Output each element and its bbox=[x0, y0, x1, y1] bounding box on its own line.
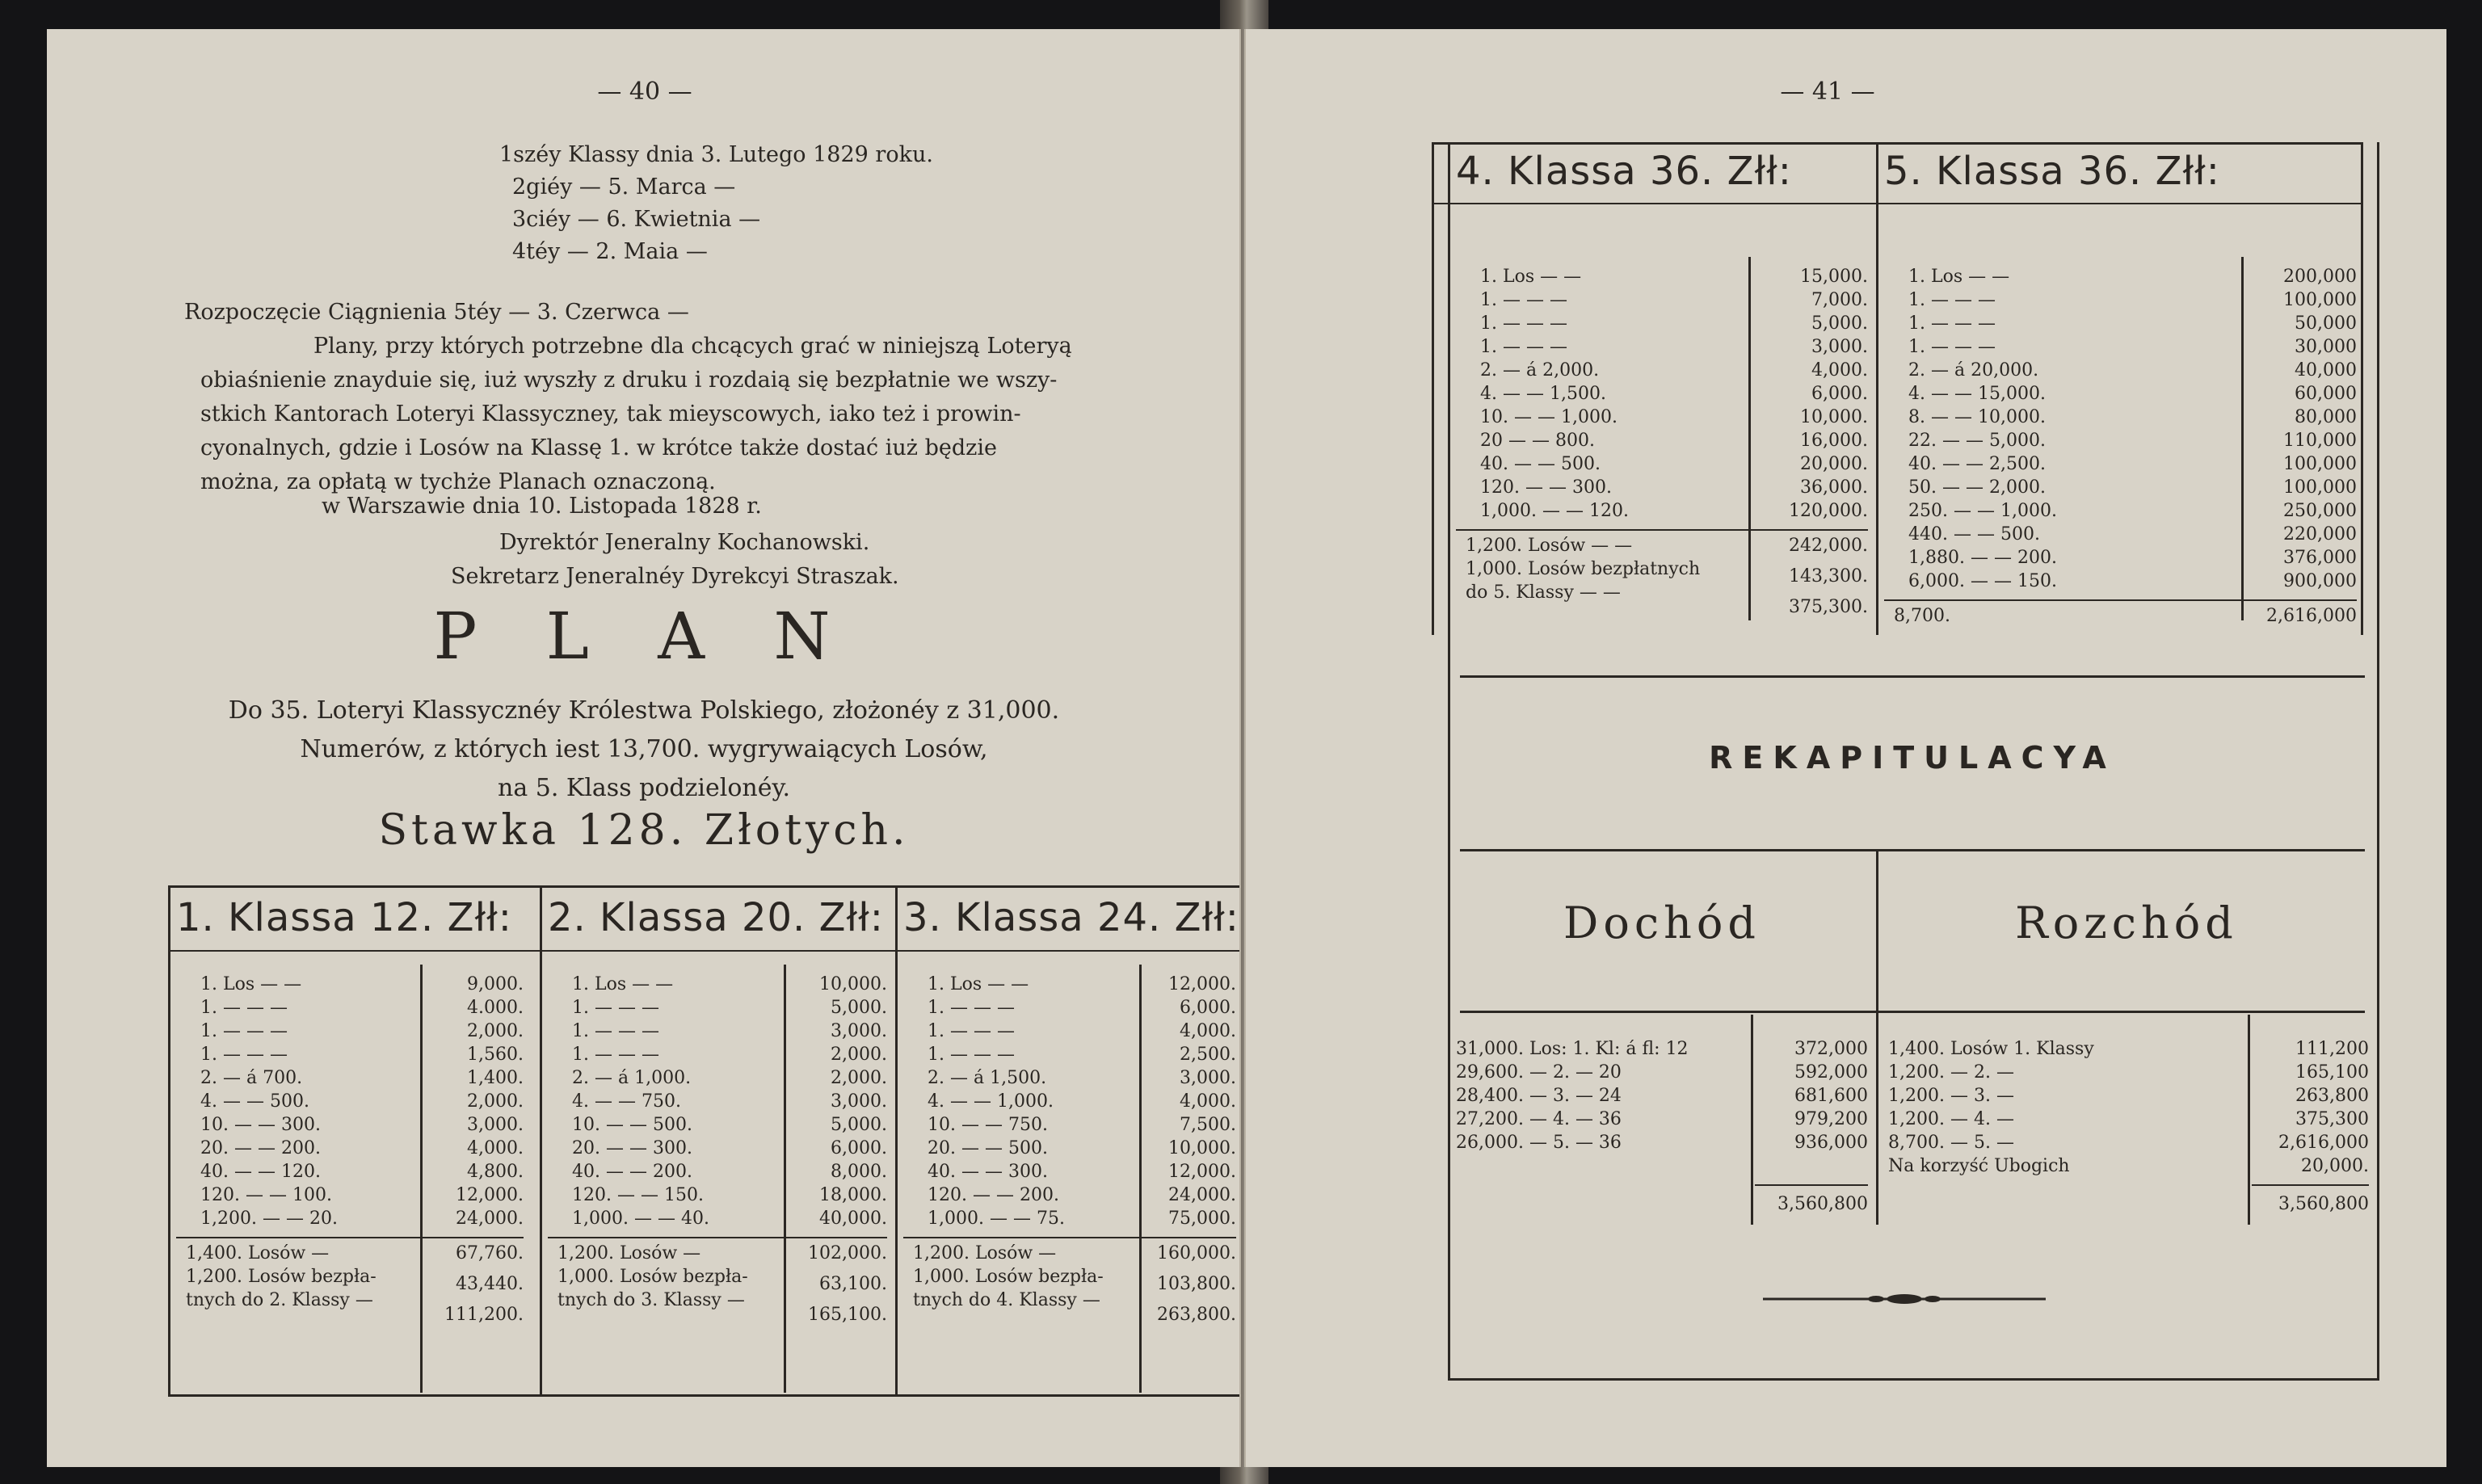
summary-amount: 111,200. bbox=[444, 1305, 524, 1325]
prize-line: 120. — — 300. bbox=[1480, 477, 1612, 498]
summary-amounts bbox=[1755, 534, 1868, 626]
plan-desc-line: Do 35. Loteryi Klassycznéy Królestwa Polskiego, złożonéy z 31,000. bbox=[228, 696, 1060, 725]
prize-line: 120. — — 100. bbox=[200, 1185, 332, 1205]
summary-rule bbox=[903, 1237, 1236, 1238]
amount-value: 4,000. bbox=[1811, 360, 1868, 380]
amount-value: 50,000 bbox=[2295, 313, 2357, 334]
prize-line: 2. — á 700. bbox=[200, 1068, 303, 1088]
amount-value: 36,000. bbox=[1800, 477, 1868, 498]
amount-value: 200,000 bbox=[2283, 267, 2357, 287]
amount-value: 4,000. bbox=[467, 1138, 524, 1158]
summary-rule bbox=[1456, 529, 1868, 531]
amount-value: 6,000. bbox=[1180, 998, 1236, 1018]
amount-list bbox=[790, 973, 887, 1230]
amount-value: 220,000 bbox=[2283, 524, 2357, 544]
prize-line: 1. Los — — bbox=[1480, 267, 1582, 287]
summary-rule bbox=[176, 1237, 524, 1238]
amount-value: 6,000. bbox=[831, 1138, 887, 1158]
recap-line: 681,600 bbox=[1794, 1086, 1868, 1106]
recap-line: 936,000 bbox=[1794, 1133, 1868, 1153]
paragraph-line: obiaśnienie znayduie się, iuż wyszły z druku i rozdaią się bezpłatnie we wszy- bbox=[200, 368, 1058, 393]
page-number: — 40 — bbox=[597, 78, 692, 106]
ornament bbox=[1763, 1292, 2046, 1300]
amount-value: 60,000 bbox=[2295, 384, 2357, 404]
amount-value: 3,000. bbox=[467, 1115, 524, 1135]
summary-line: 1,000. Losów bezpła- bbox=[557, 1267, 748, 1287]
amount-value: 80,000 bbox=[2295, 407, 2357, 427]
summary-line: 8,700. bbox=[1894, 606, 1950, 626]
amount-value: 40,000 bbox=[2295, 360, 2357, 380]
class-header: 2. Klassa 20. Złł: bbox=[548, 895, 884, 940]
table-col-rule bbox=[540, 885, 542, 1397]
outer-bottom-rule bbox=[1448, 1378, 2379, 1381]
prize-line: 1. — — — bbox=[572, 998, 659, 1018]
plan-description bbox=[47, 692, 1241, 808]
amount-value: 7,000. bbox=[1811, 290, 1868, 310]
prize-line: 2. — á 1,500. bbox=[928, 1068, 1047, 1088]
amount-value: 1,400. bbox=[467, 1068, 524, 1088]
amount-value: 4,000. bbox=[1180, 1091, 1236, 1112]
amount-list bbox=[2248, 265, 2357, 593]
prize-line: 1. — — — bbox=[1480, 337, 1567, 357]
amount-list bbox=[427, 973, 524, 1230]
right-page bbox=[1244, 29, 2446, 1467]
prize-line: 2. — á 20,000. bbox=[1908, 360, 2039, 380]
prize-line: 1. — — — bbox=[200, 1045, 288, 1065]
summary-lines bbox=[557, 1242, 748, 1312]
secretary-signature: Sekretarz Jeneralnéy Dyrekcyi Straszak. bbox=[451, 564, 899, 589]
amount-value: 3,000. bbox=[1811, 337, 1868, 357]
prize-line: 1. — — — bbox=[200, 1021, 288, 1041]
recap-line: 26,000. — 5. — 36 bbox=[1456, 1133, 1622, 1153]
schedule-line: Rozpoczęcie Ciągnienia 5téy — 3. Czerwca — bbox=[184, 300, 689, 325]
amount-column-rule bbox=[2241, 257, 2244, 620]
prize-line: 120. — — 200. bbox=[928, 1185, 1059, 1205]
recap-line: 1,200. — 4. — bbox=[1888, 1109, 2014, 1129]
amount-value: 5,000. bbox=[831, 1115, 887, 1135]
recap-line: 31,000. Los: 1. Kl: á fl: 12 bbox=[1456, 1039, 1689, 1059]
expense-amount-rule bbox=[2248, 1015, 2250, 1225]
amount-value: 8,000. bbox=[831, 1162, 887, 1182]
prize-line: 20 — — 800. bbox=[1480, 431, 1595, 451]
prize-line: 8. — — 10,000. bbox=[1908, 407, 2046, 427]
summary-line: tnych do 4. Klassy — bbox=[913, 1290, 1100, 1310]
amount-list bbox=[1755, 265, 1868, 523]
schedule-line: 4téy — 2. Maia — bbox=[512, 239, 708, 264]
prize-line: 2. — á 2,000. bbox=[1480, 360, 1600, 380]
prize-line: 1. — — — bbox=[572, 1021, 659, 1041]
summary-amount: 375,300. bbox=[1789, 597, 1868, 617]
prize-list bbox=[1908, 265, 2057, 593]
prize-list bbox=[200, 973, 338, 1230]
amount-column-rule bbox=[1139, 965, 1142, 1393]
summary-line: 1,000. Losów bezpłatnych bbox=[1466, 559, 1701, 579]
income-title: Dochód bbox=[1563, 898, 1761, 948]
amount-value: 250,000 bbox=[2283, 501, 2357, 521]
class-header: 5. Klassa 36. Złł: bbox=[1884, 149, 2220, 194]
plan-desc-line: Numerów, z których iest 13,700. wygrywaiących Losów, bbox=[300, 735, 988, 763]
expense-title: Rozchód bbox=[2015, 898, 2238, 948]
draw-schedule bbox=[499, 139, 933, 268]
prize-line: 40. — — 2,500. bbox=[1908, 454, 2046, 474]
prize-line: 1. Los — — bbox=[572, 974, 674, 994]
amount-value: 120,000. bbox=[1789, 501, 1868, 521]
amount-value: 2,000. bbox=[831, 1045, 887, 1065]
prize-line: 22. — — 5,000. bbox=[1908, 431, 2046, 451]
amount-column-rule bbox=[1748, 257, 1751, 620]
summary-amount: 160,000. bbox=[1157, 1243, 1236, 1263]
amount-value: 75,000. bbox=[1168, 1209, 1236, 1229]
prize-line: 440. — — 500. bbox=[1908, 524, 2040, 544]
amount-value: 10,000. bbox=[1168, 1138, 1236, 1158]
prize-line: 1. Los — — bbox=[1908, 267, 2010, 287]
recap-line: 28,400. — 3. — 24 bbox=[1456, 1086, 1622, 1106]
summary-amount: 103,800. bbox=[1157, 1274, 1236, 1294]
amount-value: 10,000. bbox=[819, 974, 887, 994]
recap-line: 27,200. — 4. — 36 bbox=[1456, 1109, 1622, 1129]
amount-value: 18,000. bbox=[819, 1185, 887, 1205]
prize-line: 40. — — 120. bbox=[200, 1162, 321, 1182]
summary-line: 1,200. Losów — bbox=[913, 1243, 1057, 1263]
page-number: — 41 — bbox=[1780, 78, 1875, 106]
prize-line: 1,000. — — 120. bbox=[1480, 501, 1629, 521]
amount-value: 5,000. bbox=[1811, 313, 1868, 334]
summary-rule bbox=[548, 1237, 887, 1238]
amount-column-rule bbox=[420, 965, 423, 1393]
recap-line: 372,000 bbox=[1794, 1039, 1868, 1059]
prize-line: 40. — — 300. bbox=[928, 1162, 1048, 1182]
amount-value: 7,500. bbox=[1180, 1115, 1236, 1135]
recap-line: 1,200. — 3. — bbox=[1888, 1086, 2014, 1106]
summary-lines bbox=[1466, 534, 1700, 604]
amount-value: 4.000. bbox=[467, 998, 524, 1018]
summary-line: 1,200. Losów — bbox=[557, 1243, 701, 1263]
stake-line: Stawka 128. Złotych. bbox=[378, 806, 910, 855]
ornament-rule bbox=[1763, 1294, 2046, 1304]
table-col-rule bbox=[895, 885, 898, 1397]
summary-line: do 5. Klassy — — bbox=[1466, 582, 1621, 603]
summary-amounts bbox=[790, 1242, 887, 1334]
table-header-rule bbox=[1432, 203, 2361, 204]
income-total: 3,560,800 bbox=[1777, 1194, 1868, 1214]
prize-line: 20. — — 300. bbox=[572, 1138, 692, 1158]
table-left-rule bbox=[1432, 142, 1434, 635]
recap-line: 1,200. — 2. — bbox=[1888, 1062, 2014, 1083]
recap-line: 20,000. bbox=[2301, 1156, 2369, 1176]
recap-line: Na korzyść Ubogich bbox=[1888, 1156, 2070, 1176]
amount-value: 4,800. bbox=[467, 1162, 524, 1182]
schedule-line: 3ciéy — 6. Kwietnia — bbox=[512, 207, 761, 232]
director-signature: Dyrektór Jeneralny Kochanowski. bbox=[499, 530, 870, 555]
summary-rule bbox=[1884, 599, 2357, 601]
amount-value: 900,000 bbox=[2283, 571, 2357, 591]
prize-line: 4. — — 15,000. bbox=[1908, 384, 2046, 404]
prize-line: 2. — á 1,000. bbox=[572, 1068, 692, 1088]
summary-amount: 63,100. bbox=[819, 1274, 887, 1294]
prize-line: 4. — — 500. bbox=[200, 1091, 309, 1112]
amount-value: 2,000. bbox=[467, 1091, 524, 1112]
summary-line: tnych do 2. Klassy — bbox=[186, 1290, 373, 1310]
amount-value: 100,000 bbox=[2283, 290, 2357, 310]
amount-value: 2,000. bbox=[831, 1068, 887, 1088]
summary-line: 1,200. Losów — — bbox=[1466, 536, 1633, 556]
prize-list bbox=[572, 973, 709, 1230]
summary-line: 1,000. Losów bezpła- bbox=[913, 1267, 1104, 1287]
table-top-rule bbox=[1432, 142, 2361, 145]
summary-line: 1,400. Losów — bbox=[186, 1243, 330, 1263]
prize-line: 1. — — — bbox=[200, 998, 288, 1018]
expense-sum-rule bbox=[2252, 1184, 2369, 1186]
prize-line: 1. — — — bbox=[1908, 313, 1996, 334]
prize-line: 1. — — — bbox=[928, 1021, 1015, 1041]
amount-value: 24,000. bbox=[456, 1209, 524, 1229]
amount-value: 110,000 bbox=[2283, 431, 2357, 451]
date-line: w Warszawie dnia 10. Listopada 1828 r. bbox=[322, 494, 762, 519]
summary-amount: 143,300. bbox=[1789, 566, 1868, 586]
summary-amount: 263,800. bbox=[1157, 1305, 1236, 1325]
prize-line: 120. — — 150. bbox=[572, 1185, 704, 1205]
plan-desc-line: na 5. Klass podzielonéy. bbox=[498, 774, 790, 802]
amount-column-rule bbox=[784, 965, 786, 1393]
class-header: 3. Klassa 24. Złł: bbox=[903, 895, 1239, 940]
summary-lines bbox=[186, 1242, 377, 1312]
expense-list bbox=[1888, 1037, 2094, 1178]
amount-value: 1,560. bbox=[467, 1045, 524, 1065]
amount-value: 12,000. bbox=[456, 1185, 524, 1205]
table-right-rule bbox=[2361, 142, 2363, 635]
prize-line: 250. — — 1,000. bbox=[1908, 501, 2057, 521]
amount-value: 2,500. bbox=[1180, 1045, 1236, 1065]
amount-value: 24,000. bbox=[1168, 1185, 1236, 1205]
summary-line: tnych do 3. Klassy — bbox=[557, 1290, 745, 1310]
prize-line: 4. — — 1,500. bbox=[1480, 384, 1606, 404]
summary-amount: 67,760. bbox=[456, 1243, 524, 1263]
summary-line: 1,200. Losów bezpła- bbox=[186, 1267, 377, 1287]
amount-value: 12,000. bbox=[1168, 1162, 1236, 1182]
prize-line: 1,200. — — 20. bbox=[200, 1209, 338, 1229]
table-left-rule bbox=[168, 885, 170, 1397]
summary-amount: 165,100. bbox=[808, 1305, 887, 1325]
amount-value: 40,000. bbox=[819, 1209, 887, 1229]
recap-line: 8,700. — 5. — bbox=[1888, 1133, 2014, 1153]
amount-value: 20,000. bbox=[1800, 454, 1868, 474]
amount-value: 15,000. bbox=[1800, 267, 1868, 287]
paragraph-line: można, za opłatą w tychże Planach oznaczoną. bbox=[200, 469, 716, 494]
income-amount-rule bbox=[1751, 1015, 1753, 1225]
amount-value: 6,000. bbox=[1811, 384, 1868, 404]
recap-line: 1,400. Losów 1. Klassy bbox=[1888, 1039, 2094, 1059]
schedule-line: 2giéy — 5. Marca — bbox=[512, 174, 736, 200]
paragraph-line: stkich Kantorach Loteryi Klassyczney, tak mieyscowych, iako też i prowin- bbox=[200, 401, 1021, 427]
amount-value: 100,000 bbox=[2283, 477, 2357, 498]
recap-bottom-rule bbox=[1460, 849, 2365, 851]
amount-value: 3,000. bbox=[831, 1021, 887, 1041]
summary-lines bbox=[913, 1242, 1104, 1312]
amount-value: 16,000. bbox=[1800, 431, 1868, 451]
prize-line: 10. — — 1,000. bbox=[1480, 407, 1618, 427]
prize-line: 4. — — 1,000. bbox=[928, 1091, 1054, 1112]
summary-amount: 242,000. bbox=[1789, 536, 1868, 556]
table-header-rule bbox=[168, 950, 1241, 952]
prize-line: 1. Los — — bbox=[928, 974, 1029, 994]
prize-line: 1. — — — bbox=[1908, 290, 1996, 310]
amount-value: 30,000 bbox=[2295, 337, 2357, 357]
summary-amounts bbox=[1146, 1242, 1236, 1334]
amount-value: 9,000. bbox=[467, 974, 524, 994]
amount-value: 3,000. bbox=[831, 1091, 887, 1112]
income-sum-rule bbox=[1755, 1184, 1868, 1186]
recap-line: 592,000 bbox=[1794, 1062, 1868, 1083]
prize-line: 1. — — — bbox=[1480, 290, 1567, 310]
plan-title: P L A N bbox=[433, 599, 855, 674]
prize-line: 1. — — — bbox=[928, 998, 1015, 1018]
prize-line: 1,000. — — 40. bbox=[572, 1209, 709, 1229]
recap-line: 375,300 bbox=[2295, 1109, 2369, 1129]
prize-line: 1. — — — bbox=[572, 1045, 659, 1065]
amount-value: 10,000. bbox=[1800, 407, 1868, 427]
summary-amount: 102,000. bbox=[808, 1243, 887, 1263]
summary-amounts bbox=[427, 1242, 524, 1334]
prize-line: 40. — — 200. bbox=[572, 1162, 692, 1182]
amount-value: 100,000 bbox=[2283, 454, 2357, 474]
income-amounts bbox=[1755, 1037, 1868, 1154]
class-header: 1. Klassa 12. Złł: bbox=[176, 895, 512, 940]
amount-value: 5,000. bbox=[831, 998, 887, 1018]
prize-list bbox=[1480, 265, 1629, 523]
amount-value: 12,000. bbox=[1168, 974, 1236, 994]
summary-lines bbox=[1894, 604, 1950, 628]
recap-line: 979,200 bbox=[1794, 1109, 1868, 1129]
recap-top-rule bbox=[1460, 675, 2365, 678]
left-page bbox=[47, 29, 1241, 1467]
prize-line: 6,000. — — 150. bbox=[1908, 571, 2057, 591]
income-list bbox=[1456, 1037, 1689, 1154]
amount-value: 2,000. bbox=[467, 1021, 524, 1041]
table-col-rule bbox=[1876, 142, 1878, 635]
prize-line: 1. — — — bbox=[1480, 313, 1567, 334]
prize-line: 4. — — 750. bbox=[572, 1091, 681, 1112]
amount-value: 4,000. bbox=[1180, 1021, 1236, 1041]
recap-title: REKAPITULACYA bbox=[1709, 740, 2116, 776]
summary-amount: 43,440. bbox=[456, 1274, 524, 1294]
class-header: 4. Klassa 36. Złł: bbox=[1456, 149, 1792, 194]
recap-col-rule bbox=[1876, 1015, 1878, 1225]
amount-list bbox=[1146, 973, 1236, 1230]
prize-line: 50. — — 2,000. bbox=[1908, 477, 2046, 498]
recap-line: 2,616,000 bbox=[2278, 1133, 2369, 1153]
prize-line: 1. — — — bbox=[928, 1045, 1015, 1065]
prize-list bbox=[928, 973, 1065, 1230]
prize-line: 1,880. — — 200. bbox=[1908, 548, 2057, 568]
table-top-rule bbox=[168, 885, 1241, 888]
recap-line: 111,200 bbox=[2295, 1039, 2369, 1059]
prize-line: 10. — — 750. bbox=[928, 1115, 1048, 1135]
expense-amounts bbox=[2252, 1037, 2369, 1178]
paragraph-line: cyonalnych, gdzie i Losów na Klassę 1. w krótce także dostać iuż będzie bbox=[200, 435, 997, 460]
recap-header-rule bbox=[1460, 1011, 2365, 1013]
paragraph-line: Plany, przy których potrzebne dla chcących grać w niniejszą Loteryą bbox=[313, 334, 1072, 359]
prize-line: 20. — — 500. bbox=[928, 1138, 1048, 1158]
schedule-line: 1széy Klassy dnia 3. Lutego 1829 roku. bbox=[499, 142, 933, 167]
expense-total: 3,560,800 bbox=[2278, 1194, 2369, 1214]
amount-value: 376,000 bbox=[2283, 548, 2357, 568]
prize-line: 1. Los — — bbox=[200, 974, 302, 994]
recap-line: 263,800 bbox=[2295, 1086, 2369, 1106]
summary-amount: 2,616,000 bbox=[2266, 606, 2357, 626]
recap-line: 29,600. — 2. — 20 bbox=[1456, 1062, 1622, 1083]
recap-line: 165,100 bbox=[2295, 1062, 2369, 1083]
prize-line: 1,000. — — 75. bbox=[928, 1209, 1065, 1229]
prize-line: 20. — — 200. bbox=[200, 1138, 321, 1158]
prize-line: 1. — — — bbox=[1908, 337, 1996, 357]
table-bottom-rule bbox=[168, 1394, 1241, 1397]
outer-right-rule bbox=[2377, 142, 2379, 1378]
prize-line: 10. — — 500. bbox=[572, 1115, 692, 1135]
prize-line: 40. — — 500. bbox=[1480, 454, 1601, 474]
summary-amounts bbox=[2248, 604, 2357, 628]
announcement-paragraph bbox=[200, 330, 1202, 499]
prize-line: 10. — — 300. bbox=[200, 1115, 321, 1135]
amount-value: 3,000. bbox=[1180, 1068, 1236, 1088]
